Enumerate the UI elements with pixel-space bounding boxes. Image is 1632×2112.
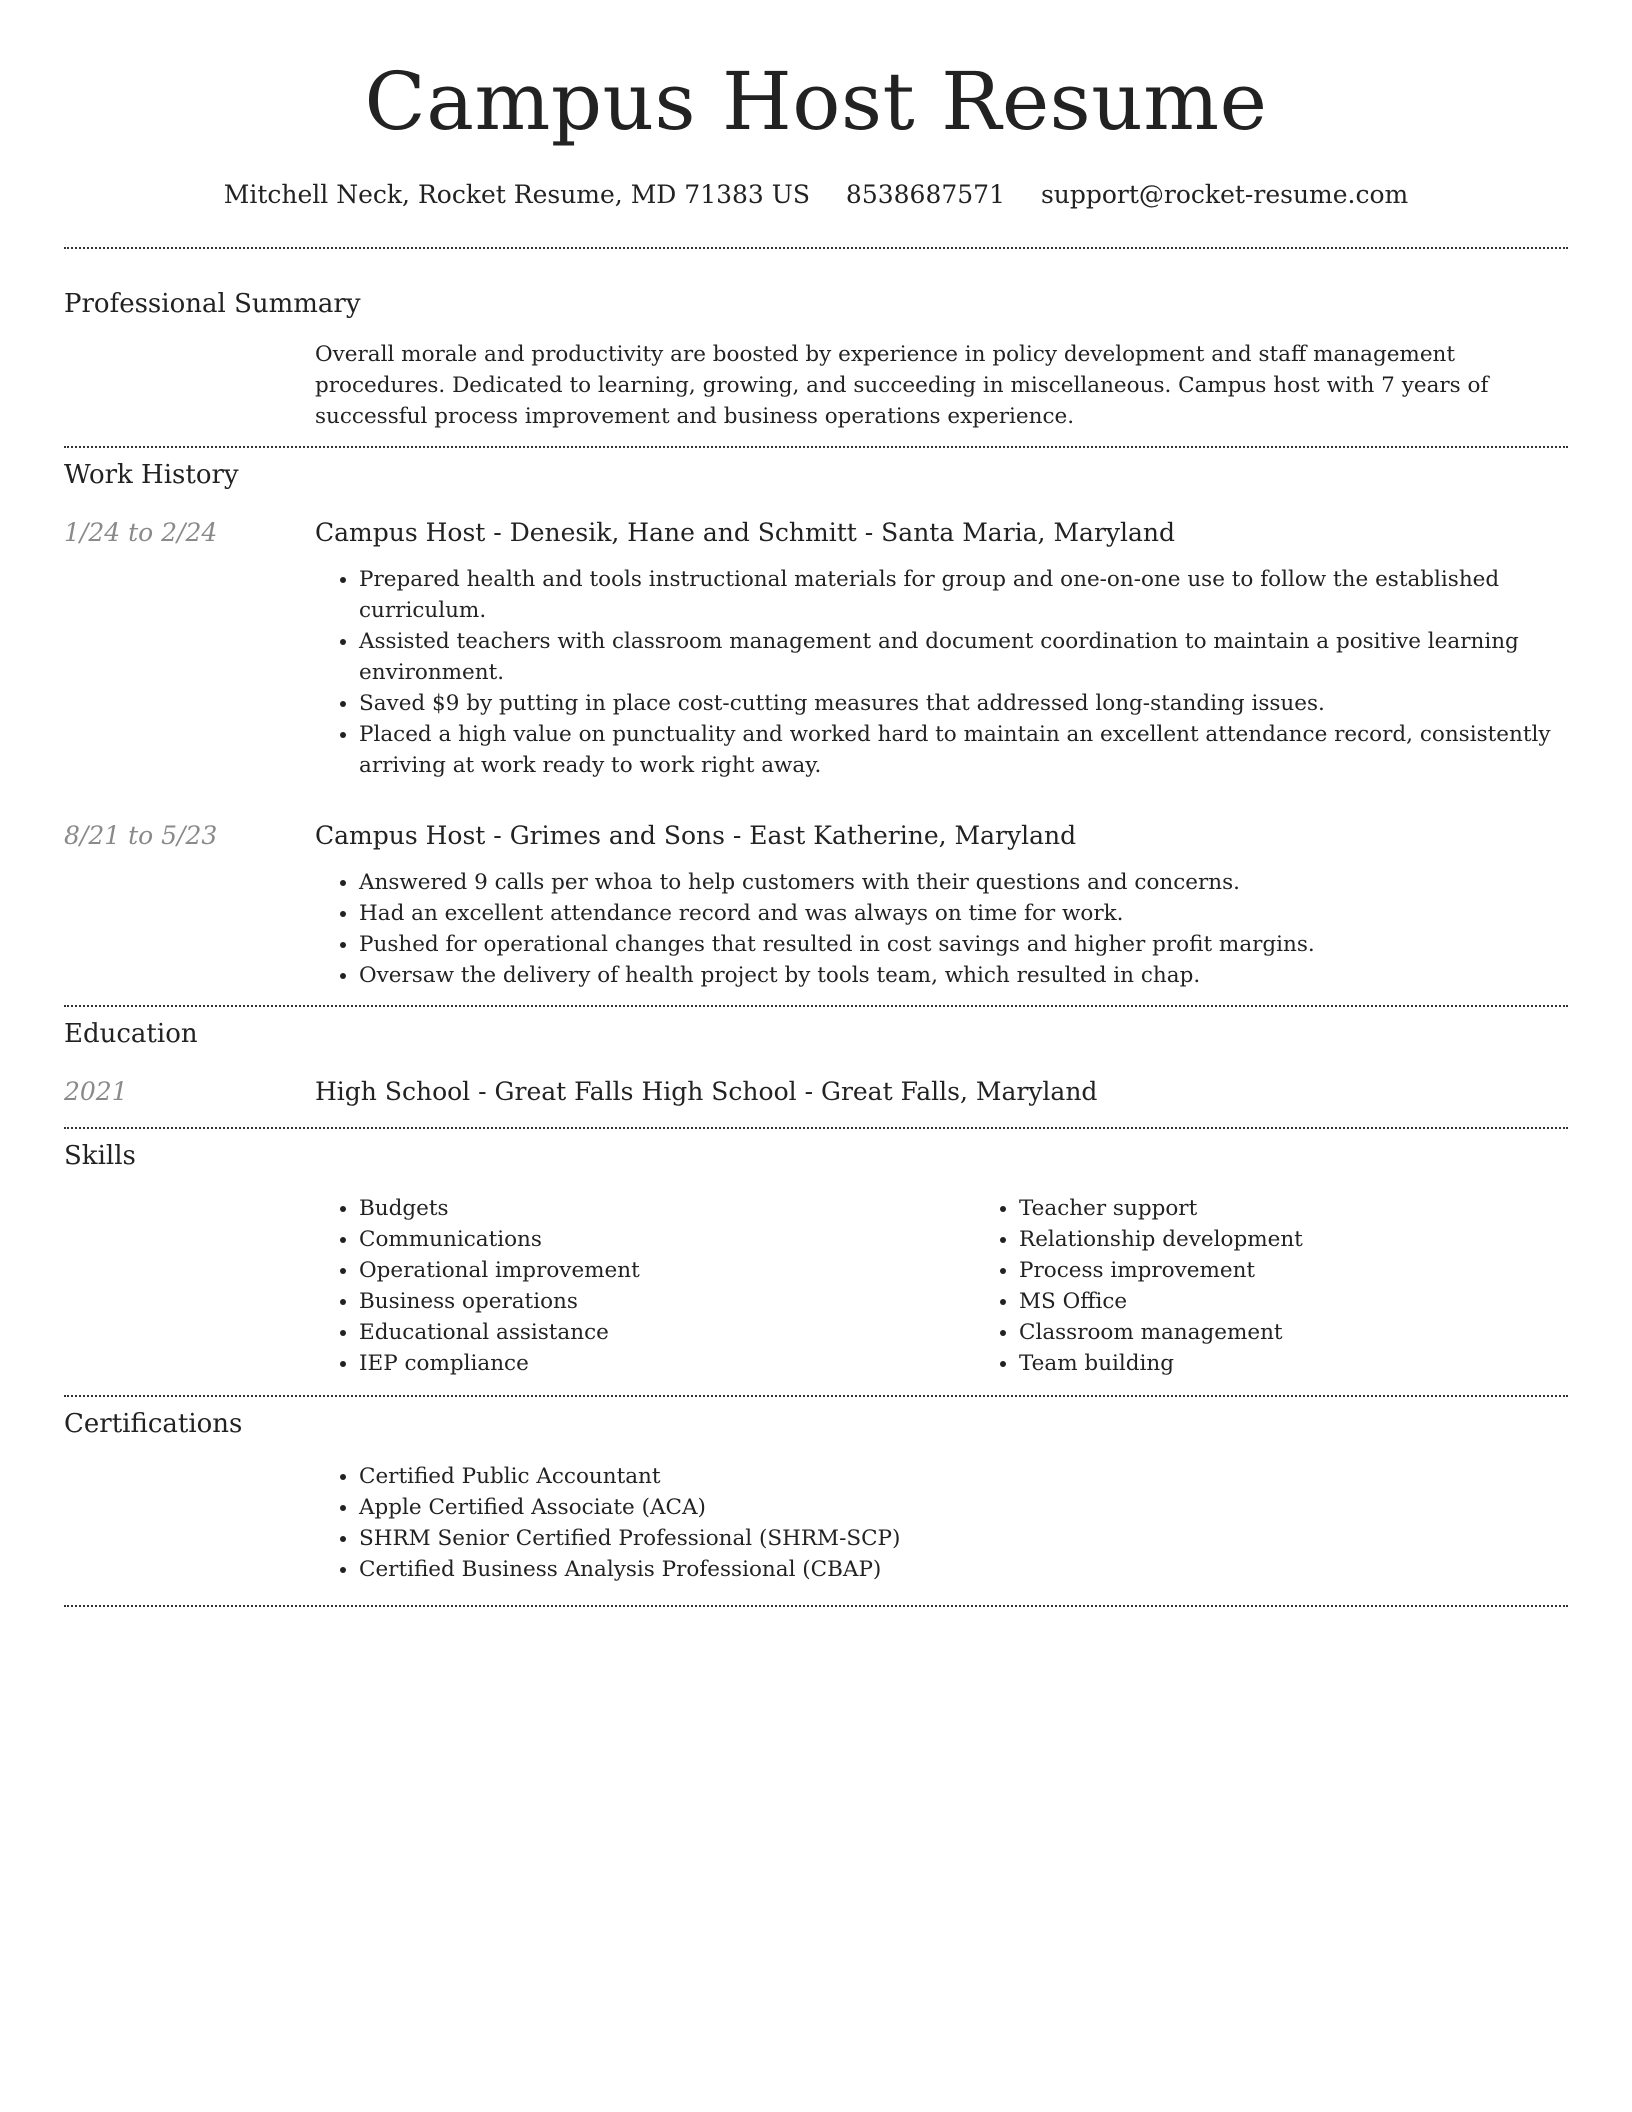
- job-dates: 1/24 to 2/24: [64, 518, 218, 547]
- job-entry: [64, 819, 1568, 853]
- skill-item: • MS Office: [1019, 1286, 1632, 1317]
- summary-section: [64, 249, 1568, 446]
- job-bullet: • Placed a high value on punctuality and worked hard to maintain an excellent attendance record, consistently arriving at work ready to work right away.: [359, 719, 1568, 781]
- contact-phone: 8538687571: [845, 180, 1005, 209]
- contact-email: support@rocket-resume.com: [1040, 180, 1409, 209]
- skill-item: • Process improvement: [1019, 1255, 1632, 1286]
- job-dates: 8/21 to 5/23: [64, 821, 218, 850]
- job-bullet: • Prepared health and tools instructional materials for group and one-on-one use to follow the established curriculum.: [359, 564, 1568, 626]
- work-history-section: [64, 448, 1568, 1005]
- education-heading: Education: [64, 1019, 198, 1049]
- job-entry: [64, 516, 1568, 550]
- skill-item: • Budgets: [359, 1193, 975, 1224]
- certifications-heading: Certifications: [64, 1409, 243, 1439]
- skill-item: • Communications: [359, 1224, 975, 1255]
- job-bullet: • Answered 9 calls per whoa to help customers with their questions and concerns.: [359, 867, 1568, 898]
- job-title: Campus Host - Denesik, Hane and Schmitt - Santa Maria, Maryland: [315, 518, 1176, 547]
- certification-item: • Certified Public Accountant: [359, 1461, 1568, 1492]
- divider: [64, 1605, 1568, 1607]
- skill-item: • Classroom management: [1019, 1317, 1632, 1348]
- skill-item: • Relationship development: [1019, 1224, 1632, 1255]
- education-year: 2021: [64, 1077, 128, 1106]
- job-bullet: • Had an excellent attendance record and was always on time for work.: [359, 898, 1568, 929]
- skill-item: • Educational assistance: [359, 1317, 975, 1348]
- skills-list: [315, 1193, 1568, 1395]
- summary-heading: Professional Summary: [64, 289, 361, 319]
- resume-title: Campus Host Resume: [364, 55, 1268, 148]
- certification-item: • Certified Business Analysis Professional (CBAP): [359, 1554, 1568, 1585]
- contact-address: Mitchell Neck, Rocket Resume, MD 71383 US: [223, 180, 810, 209]
- skill-item: • Business operations: [359, 1286, 975, 1317]
- certifications-section: [64, 1397, 1568, 1605]
- skills-section: [64, 1129, 1568, 1395]
- job-bullet: • Saved $9 by putting in place cost-cutting measures that addressed long-standing issues.: [359, 688, 1568, 719]
- job-bullets: [315, 564, 1568, 781]
- certifications-list: [315, 1461, 1568, 1605]
- work-history-heading: Work History: [64, 460, 239, 490]
- skill-item: • Teacher support: [1019, 1193, 1632, 1224]
- job-bullets: [315, 867, 1568, 1005]
- education-title: High School - Great Falls High School - Great Falls, Maryland: [315, 1077, 1098, 1106]
- education-entry: [64, 1075, 1568, 1127]
- certification-item: • Apple Certified Associate (ACA): [359, 1492, 1568, 1523]
- skills-heading: Skills: [64, 1141, 136, 1171]
- skill-item: • IEP compliance: [359, 1348, 975, 1379]
- summary-text: Overall morale and productivity are boosted by experience in policy development and staff management procedures. Dedicated to learning, growing, and succeeding in miscellaneous. Campus host with 7 years of successful process improvement and business operations experience.: [315, 342, 1489, 429]
- education-section: [64, 1007, 1568, 1127]
- job-bullet: • Oversaw the delivery of health project by tools team, which resulted in chap.: [359, 960, 1568, 991]
- contact-line: [64, 178, 1568, 212]
- skill-item: • Operational improvement: [359, 1255, 975, 1286]
- skills-column-left: [315, 1193, 975, 1379]
- certification-item: • SHRM Senior Certified Professional (SHRM-SCP): [359, 1523, 1568, 1554]
- job-bullet: • Pushed for operational changes that resulted in cost savings and higher profit margins.: [359, 929, 1568, 960]
- job-title: Campus Host - Grimes and Sons - East Katherine, Maryland: [315, 821, 1077, 850]
- job-bullet: • Assisted teachers with classroom management and document coordination to maintain a positive learning environment.: [359, 626, 1568, 688]
- skills-column-right: [975, 1193, 1632, 1379]
- skill-item: • Team building: [1019, 1348, 1632, 1379]
